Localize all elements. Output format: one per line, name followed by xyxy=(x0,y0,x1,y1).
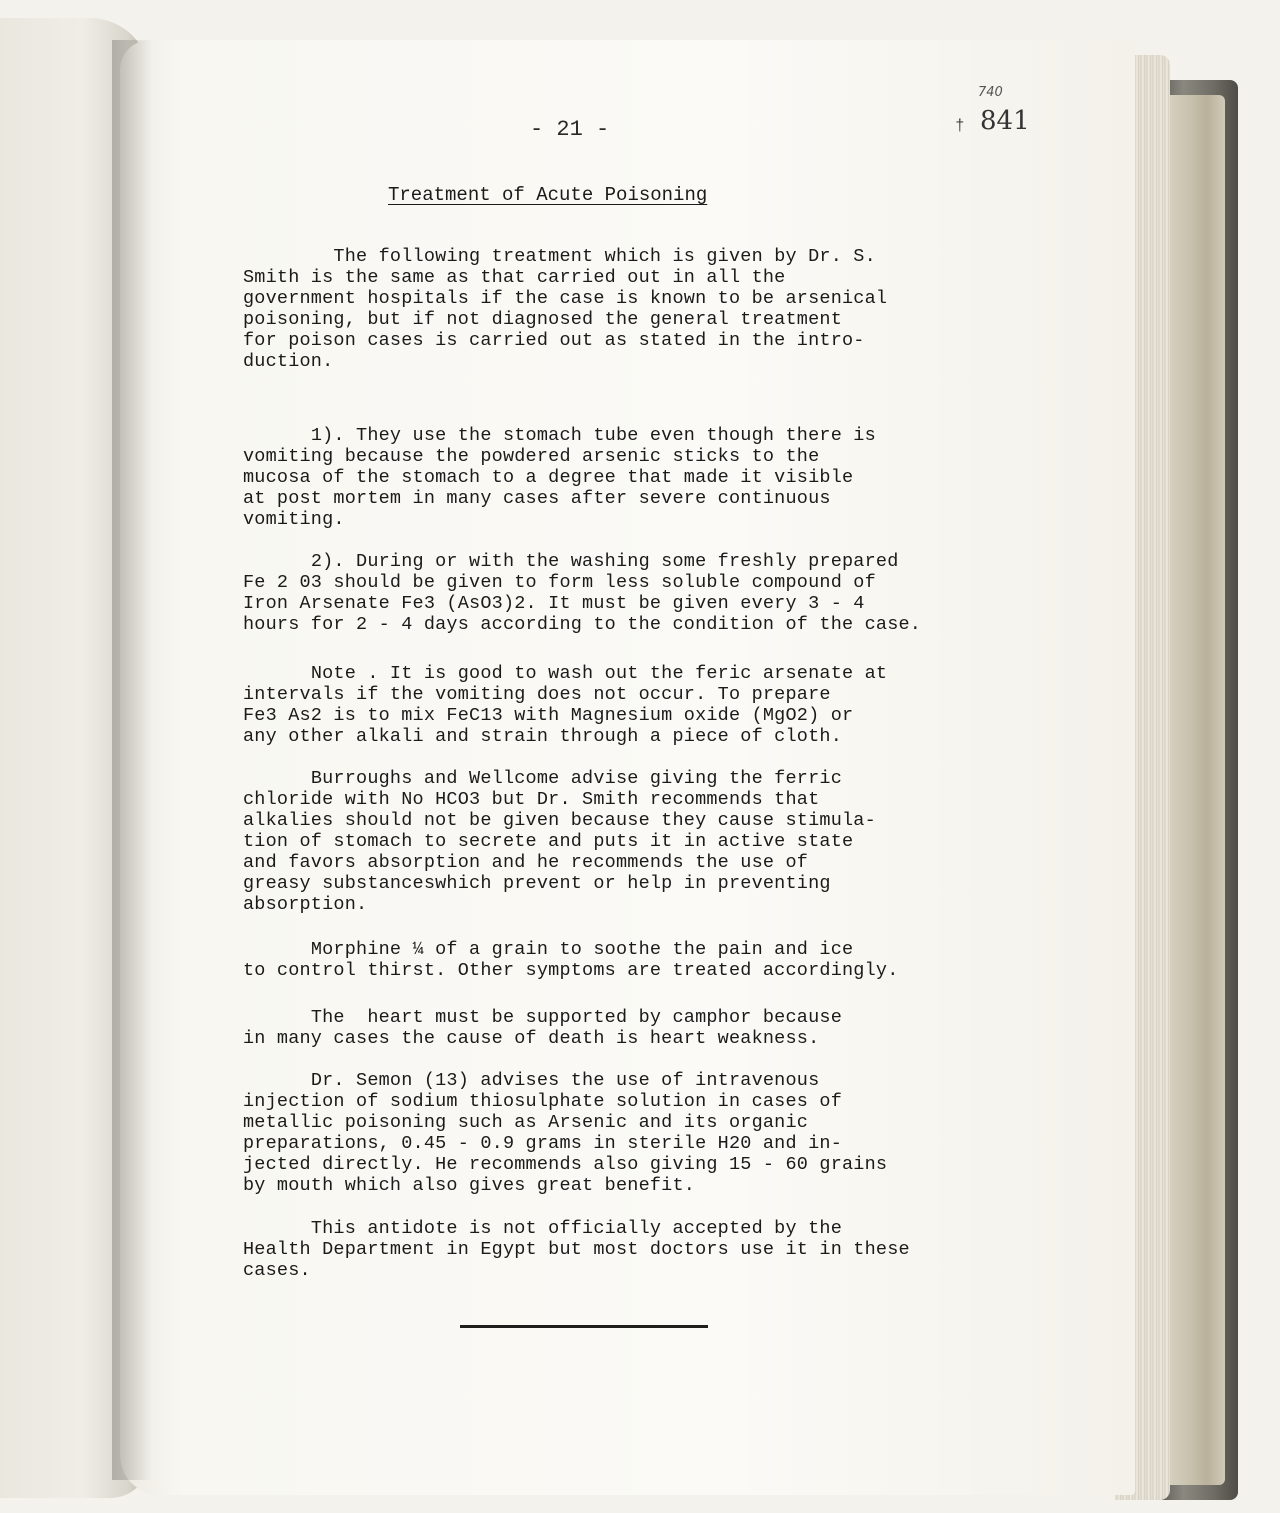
section-title: Treatment of Acute Poisoning xyxy=(388,184,708,206)
end-rule xyxy=(460,1325,708,1328)
paragraph-note: Note . It is good to wash out the feric arsenate at intervals if the vomiting does not occur. To prepare Fe3 As2 is to mix FeC13 with Magnesium oxide (MgO2) or any other alkali and strain through a piece of cloth. xyxy=(243,663,888,747)
paragraph-semon: Dr. Semon (13) advises the use of intravenous injection of sodium thiosulphate solution in cases of metallic poisoning such as Arsenic and its organic preparations, 0.45 - 0.9 grams in sterile H20 and in- jected directly. He recommends also giving 15 - 60 grains by mouth which also gives great benefit. xyxy=(243,1070,888,1196)
paragraph-step-1: 1). They use the stomach tube even though there is vomiting because the powdered arsenic sticks to the mucosa of the stomach to a degree that made it visible at post mortem in many cases after severe continuous vomiting. xyxy=(243,425,876,530)
page-number: - 21 - xyxy=(530,117,610,142)
paragraph-burroughs-wellcome: Burroughs and Wellcome advise giving the ferric chloride with No HCO3 but Dr. Smith recommends that alkalies should not be given because they cause stimula- tion of stomach to secrete and puts it in active state and favors absorption and he recommends the use of greasy substanceswhich prevent or help in preventing absorption. xyxy=(243,768,876,915)
book-gutter-shadow xyxy=(112,40,152,1480)
book-spine-inner xyxy=(1165,95,1225,1485)
paragraph-step-2: 2). During or with the washing some freshly prepared Fe 2 03 should be given to form less soluble compound of Iron Arsenate Fe3 (AsO3)2. It must be given every 3 - 4 hours for 2 - 4 days according to the condition of the case. xyxy=(243,551,922,635)
paragraph-heart: The heart must be supported by camphor because in many cases the cause of death is heart weakness. xyxy=(243,1007,842,1049)
paragraph-morphine: Morphine ¼ of a grain to soothe the pain and ice to control thirst. Other symptoms are treated accordingly. xyxy=(243,939,899,981)
folio-mark: † xyxy=(955,117,965,135)
paragraph-intro: The following treatment which is given by Dr. S. Smith is the same as that carried out in all the government hospitals if the case is known to be arsenical poisoning, but if not diagnosed the general treatment for poison cases is carried out as stated in the intro- duction. xyxy=(243,246,888,372)
paragraph-antidote: This antidote is not officially accepted by the Health Department in Egypt but most doctors use it in these cases. xyxy=(243,1218,910,1281)
folio-pencil-number: 740 xyxy=(978,85,1003,100)
folio-number: 841 xyxy=(980,106,1030,136)
